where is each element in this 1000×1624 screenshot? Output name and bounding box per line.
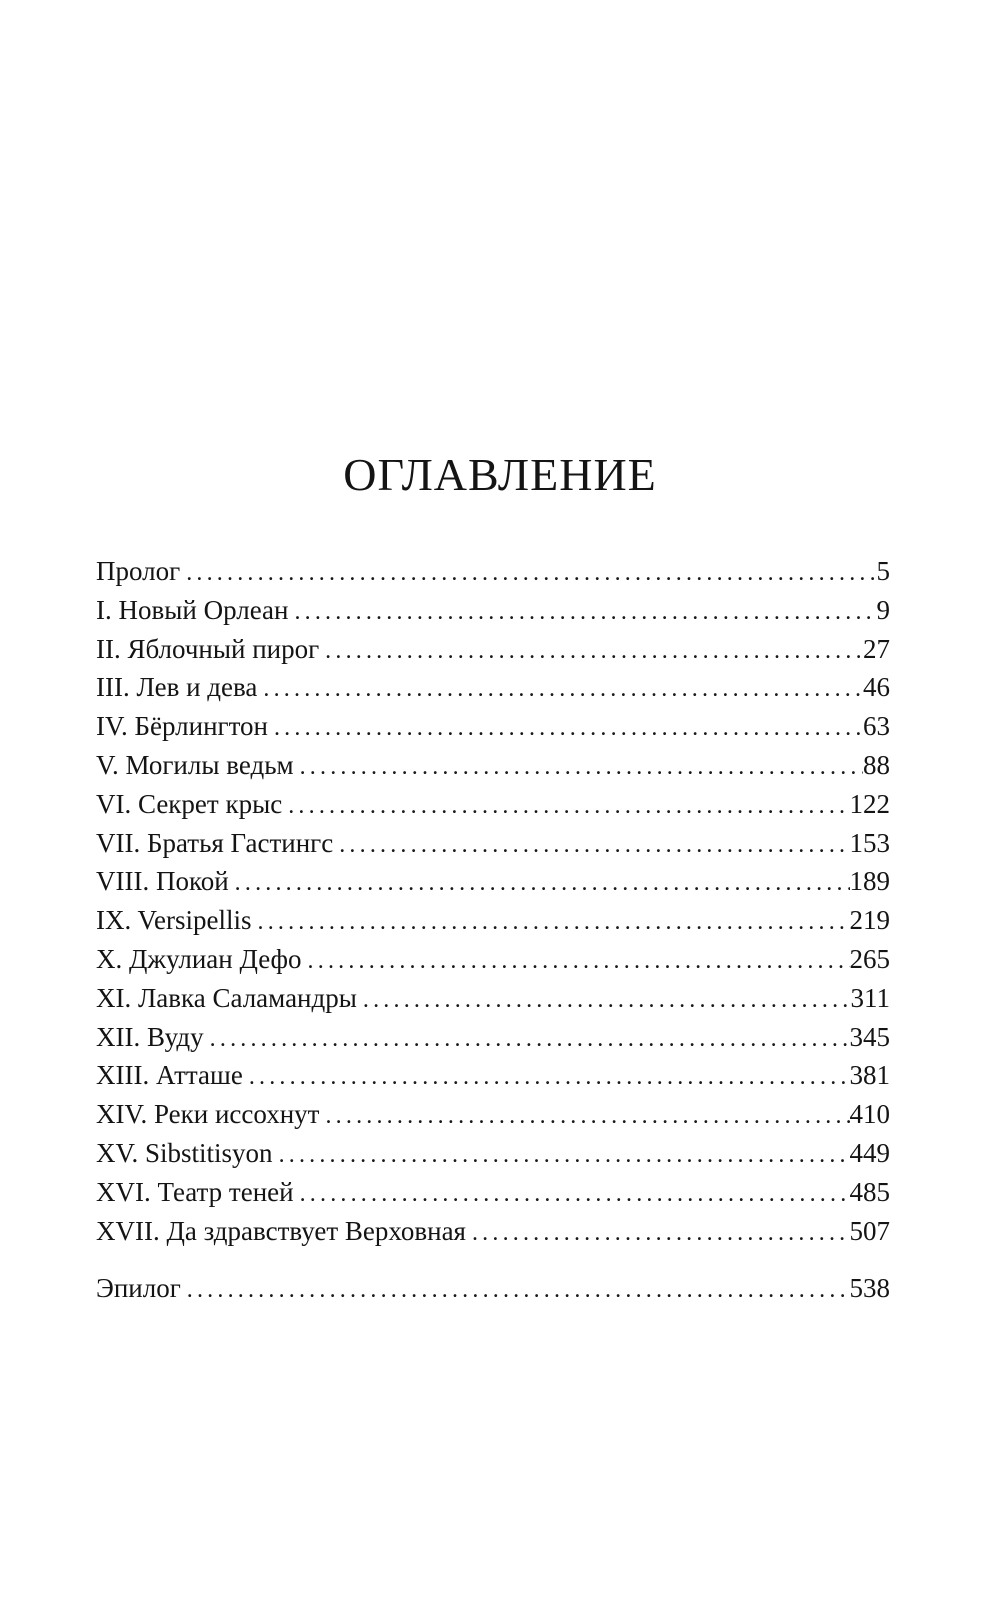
toc-entry-page: 381 <box>849 1060 890 1091</box>
toc-entry-page: 189 <box>849 866 890 897</box>
toc-entry-chapter-13 <box>96 1056 890 1095</box>
toc-entry-chapter-12 <box>96 1018 890 1057</box>
dot-leader <box>319 632 863 671</box>
dot-leader <box>294 748 863 787</box>
page-title: ОГЛАВЛЕНИЕ <box>343 449 657 500</box>
toc-entry-label: XVII. Да здравствует Верховная <box>96 1215 466 1246</box>
toc-entry-page: 9 <box>876 594 890 625</box>
dot-leader <box>333 826 849 865</box>
toc-entry-chapter-17 <box>96 1212 890 1251</box>
toc-entry-page: 345 <box>849 1021 890 1052</box>
toc-entry-chapter-1 <box>96 591 890 630</box>
toc-entry-prolog <box>96 552 890 591</box>
dot-leader <box>252 903 850 942</box>
toc-entry-chapter-14 <box>96 1095 890 1134</box>
dot-leader <box>288 593 876 632</box>
dot-leader <box>268 709 863 748</box>
toc-entry-label: XV. Sibstitisyon <box>96 1137 273 1168</box>
toc-entry-chapter-7 <box>96 824 890 863</box>
toc-entry-page: 265 <box>849 943 890 974</box>
toc-entry-chapter-2 <box>96 630 890 669</box>
toc-entry-label: VIII. Покой <box>96 866 229 897</box>
dot-leader <box>294 1175 850 1214</box>
table-of-contents <box>96 552 890 1308</box>
toc-entry-label: I. Новый Орлеан <box>96 594 289 625</box>
toc-entry-chapter-3 <box>96 668 890 707</box>
toc-entry-label: III. Лев и дева <box>96 672 258 703</box>
toc-entry-page: 88 <box>863 749 890 780</box>
toc-entry-page: 311 <box>850 982 890 1013</box>
toc-entry-page: 27 <box>863 633 890 664</box>
toc-entry-label: VII. Братья Гастингс <box>96 827 334 858</box>
toc-entry-chapter-9 <box>96 901 890 940</box>
toc-entry-label: VI. Секрет крыс <box>96 788 283 819</box>
dot-leader <box>319 1097 849 1136</box>
toc-entry-chapter-16 <box>96 1173 890 1212</box>
toc-entry-label: XI. Лавка Саламандры <box>96 982 357 1013</box>
toc-entry-page: 507 <box>849 1215 890 1246</box>
toc-entry-chapter-4 <box>96 707 890 746</box>
toc-entry-label: IV. Бёрлингтон <box>96 711 268 742</box>
dot-leader <box>204 1020 850 1059</box>
toc-entry-label: XIII. Атташе <box>96 1060 243 1091</box>
toc-entry-page: 46 <box>863 672 890 703</box>
dot-leader <box>466 1214 850 1253</box>
toc-entry-chapter-11 <box>96 979 890 1018</box>
toc-entry-page: 410 <box>849 1099 890 1130</box>
dot-leader <box>181 1271 850 1310</box>
toc-entry-epilog <box>96 1269 890 1308</box>
toc-entry-page: 122 <box>849 788 890 819</box>
dot-leader <box>257 670 863 709</box>
toc-entry-label: IX. Versipellis <box>96 905 252 936</box>
toc-entry-chapter-15 <box>96 1134 890 1173</box>
toc-entry-label: XII. Вуду <box>96 1021 204 1052</box>
toc-entry-label: Эпилог <box>96 1273 181 1304</box>
toc-entry-label: XIV. Реки иссохнут <box>96 1099 320 1130</box>
toc-entry-page: 5 <box>876 556 890 586</box>
toc-entry-chapter-5 <box>96 746 890 785</box>
toc-entry-page: 449 <box>849 1137 890 1168</box>
toc-entry-label: V. Могилы ведьм <box>96 749 294 780</box>
toc-entry-label: Пролог <box>96 556 181 586</box>
toc-entry-label: X. Джулиан Дефо <box>96 943 302 974</box>
dot-leader <box>302 942 850 981</box>
dot-leader <box>357 981 851 1020</box>
toc-entry-page: 485 <box>849 1176 890 1207</box>
dot-leader <box>282 787 849 826</box>
toc-entry-label: XVI. Театр теней <box>96 1176 294 1207</box>
toc-entry-page: 219 <box>849 905 890 936</box>
toc-entry-chapter-10 <box>96 940 890 979</box>
toc-entry-page: 538 <box>849 1273 890 1304</box>
toc-entry-chapter-8 <box>96 862 890 901</box>
toc-entry-page: 63 <box>863 711 890 742</box>
toc-entry-chapter-6 <box>96 785 890 824</box>
dot-leader <box>180 554 876 593</box>
dot-leader <box>229 864 850 903</box>
toc-entry-label: II. Яблочный пирог <box>96 633 320 664</box>
toc-entry-page: 153 <box>849 827 890 858</box>
dot-leader <box>273 1136 850 1175</box>
dot-leader <box>243 1058 850 1097</box>
